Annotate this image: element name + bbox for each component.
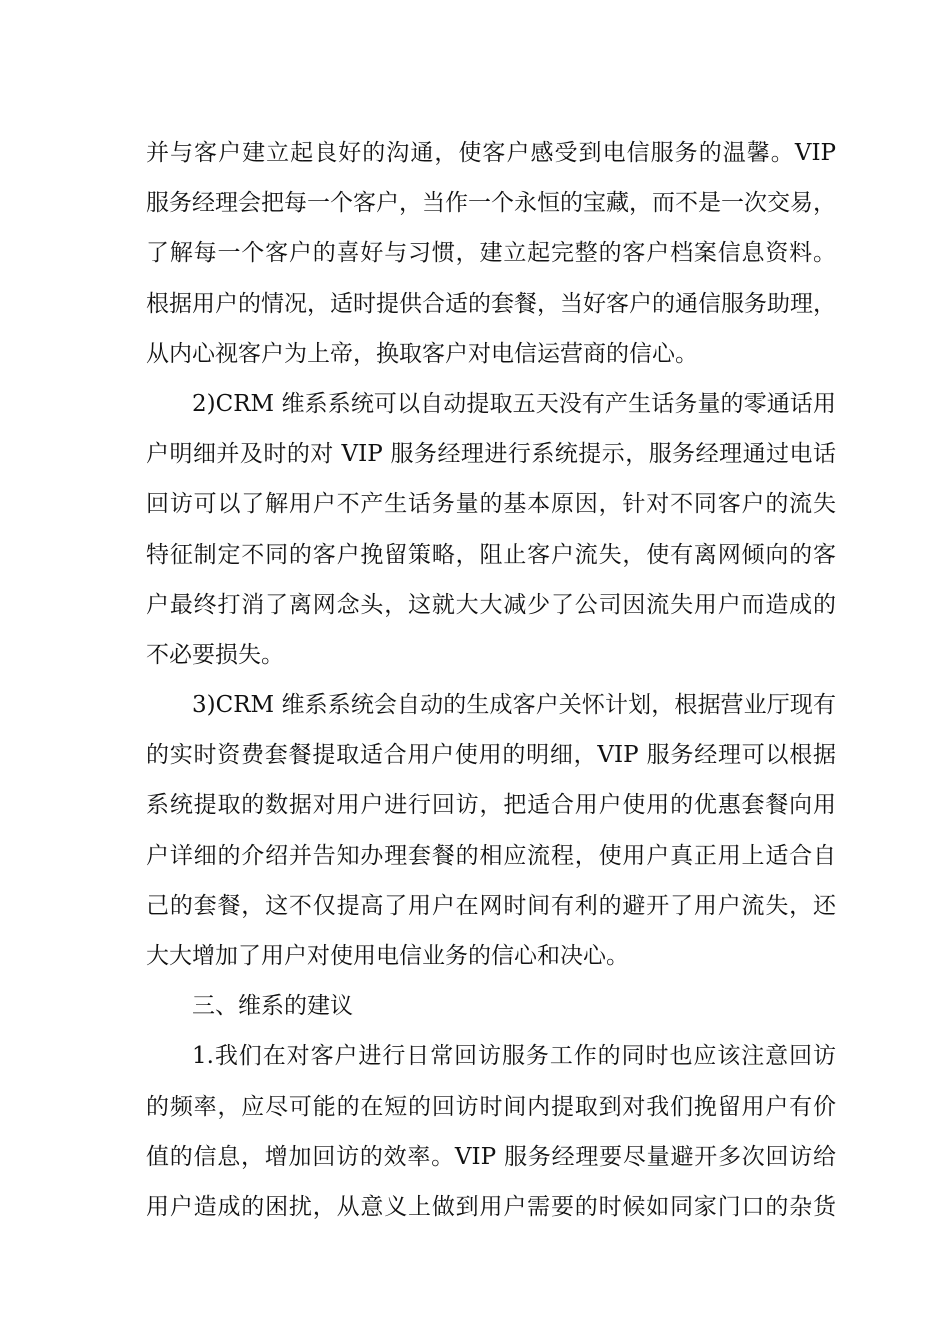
text-line: 根据用户的情况，适时提供合适的套餐，当好客户的通信服务助理， [146, 290, 836, 317]
text-line: 3)CRM 维系系统会自动的生成客户关怀计划，根据营业厅现有 [192, 692, 836, 719]
text-line: 值的信息，增加回访的效率。VIP 服务经理要尽量避开多次回访给 [146, 1143, 836, 1170]
text-line: 不必要损失。 [146, 641, 284, 668]
text-line: 了解每一个客户的喜好与习惯，建立起完整的客户档案信息资料。 [146, 240, 836, 267]
text-line: 的频率，应尽可能的在短的回访时间内提取到对我们挽留用户有价 [146, 1093, 836, 1120]
text-line: 户明细并及时的对 VIP 服务经理进行系统提示，服务经理通过电话 [146, 441, 836, 468]
text-line: 用户造成的困扰，从意义上做到用户需要的时候如同家门口的杂货 [146, 1193, 836, 1220]
section-heading: 三、维系的建议 [192, 993, 353, 1020]
text-line: 回访可以了解用户不产生话务量的基本原因，针对不同客户的流失 [146, 491, 836, 518]
text-line: 并与客户建立起良好的沟通，使客户感受到电信服务的温馨。VIP [146, 140, 836, 166]
text-line: 户详细的介绍并告知办理套餐的相应流程，使用户真正用上适合自 [146, 842, 836, 869]
text-line: 服务经理会把每一个客户，当作一个永恒的宝藏，而不是一次交易， [146, 190, 836, 217]
text-line: 特征制定不同的客户挽留策略，阻止客户流失，使有离网倾向的客 [146, 541, 836, 568]
text-line: 从内心视客户为上帝，换取客户对电信运营商的信心。 [146, 340, 698, 367]
text-line: 的实时资费套餐提取适合用户使用的明细，VIP 服务经理可以根据 [146, 742, 836, 769]
text-line: 系统提取的数据对用户进行回访，把适合用户使用的优惠套餐向用 [146, 792, 836, 819]
document-body [146, 128, 836, 1232]
text-line: 户最终打消了离网念头，这就大大减少了公司因流失用户而造成的 [146, 591, 836, 618]
text-line: 2)CRM 维系系统可以自动提取五天没有产生话务量的零通话用 [192, 390, 836, 417]
text-line: 大大增加了用户对使用电信业务的信心和决心。 [146, 943, 629, 969]
text-line: 1.我们在对客户进行日常回访服务工作的同时也应该注意回访 [192, 1043, 836, 1070]
text-line: 己的套餐，这不仅提高了用户在网时间有利的避开了用户流失，还 [146, 892, 836, 919]
